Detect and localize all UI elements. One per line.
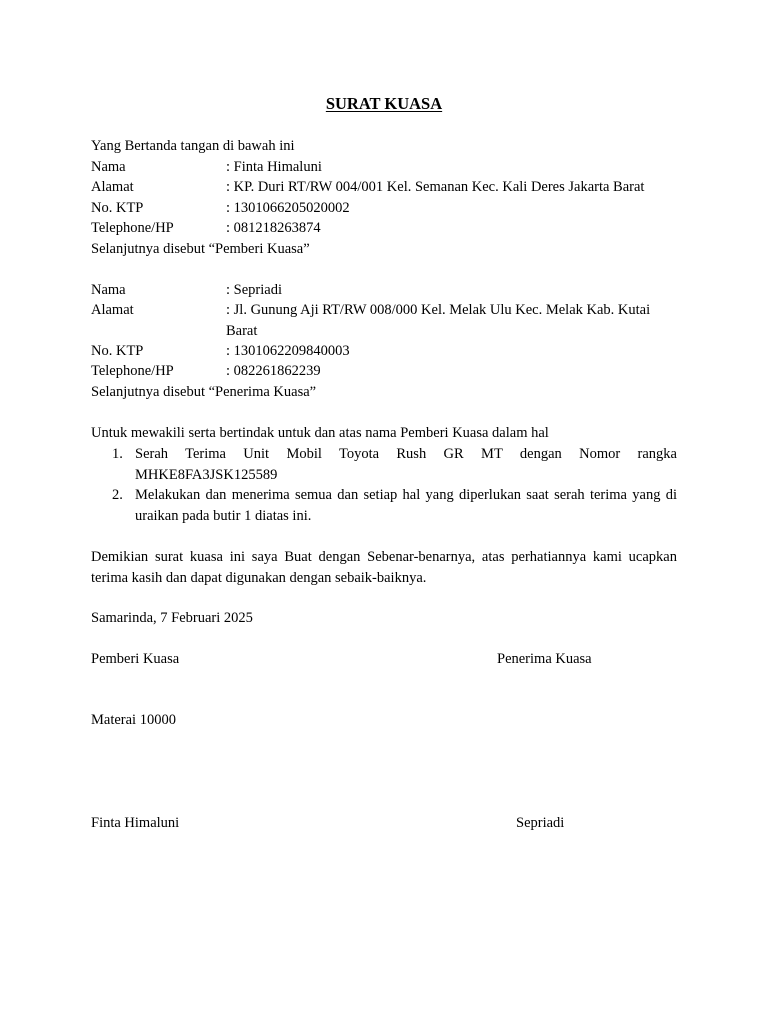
intro-text: Yang Bertanda tangan di bawah ini [91,138,295,154]
grantor-phone-value: : 081218263874 [226,220,321,236]
grantor-signature-name: Finta Himaluni [91,815,180,831]
grantor-address-label: Alamat [91,179,134,195]
grantee-phone-value: : 082261862239 [226,363,321,379]
grantee-name-value: : Sepriadi [226,282,282,298]
list-item-text: Melakukan dan menerima semua dan setiap hal yang diperlukan saat serah terima yang di uraikan pada butir 1 diatas ini. [135,487,677,524]
grantee-phone-label: Telephone/HP [91,363,174,379]
grantor-phone-label: Telephone/HP [91,220,174,236]
stamp-note: Materai 10000 [91,712,176,728]
grantee-designation: Selanjutnya disebut “Penerima Kuasa” [91,384,317,400]
list-item-text: Serah Terima Unit Mobil Toyota Rush GR MT dengan Nomor rangka MHKE8FA3JSK125589 [135,446,677,483]
grantor-signature-title: Pemberi Kuasa [91,651,180,667]
grantor-name-value: : Finta Himaluni [226,159,322,175]
closing-paragraph: Demikian surat kuasa ini saya Buat dengan Sebenar-benarnya, atas perhatiannya kami ucapkan terima kasih dan dapat digunakan dengan sebaik-baiknya. [91,549,677,586]
grantor-address-value: : KP. Duri RT/RW 004/001 Kel. Semanan Kec. Kali Deres Jakarta Barat [226,179,645,195]
grantee-signature-title: Penerima Kuasa [497,651,592,667]
grantee-address-label: Alamat [91,302,134,318]
grantor-name-label: Nama [91,159,126,175]
document-title: SURAT KUASA [325,94,443,113]
grantor-ktp-value: : 1301066205020002 [226,200,350,216]
purpose-intro: Untuk mewakili serta bertindak untuk dan atas nama Pemberi Kuasa dalam hal [91,425,549,441]
grantee-ktp-label: No. KTP [91,343,144,359]
place-date: Samarinda, 7 Februari 2025 [91,610,253,626]
grantee-ktp-value: : 1301062209840003 [226,343,350,359]
grantee-address-value: : Jl. Gunung Aji RT/RW 008/000 Kel. Melak Ulu Kec. Melak Kab. Kutai Barat [226,302,651,339]
grantee-name-label: Nama [91,282,126,298]
list-item-number: 2. [112,487,123,503]
grantor-ktp-label: No. KTP [91,200,144,216]
list-item-number: 1. [112,446,123,462]
grantee-signature-name: Sepriadi [516,815,565,831]
grantor-designation: Selanjutnya disebut “Pemberi Kuasa” [91,241,310,257]
